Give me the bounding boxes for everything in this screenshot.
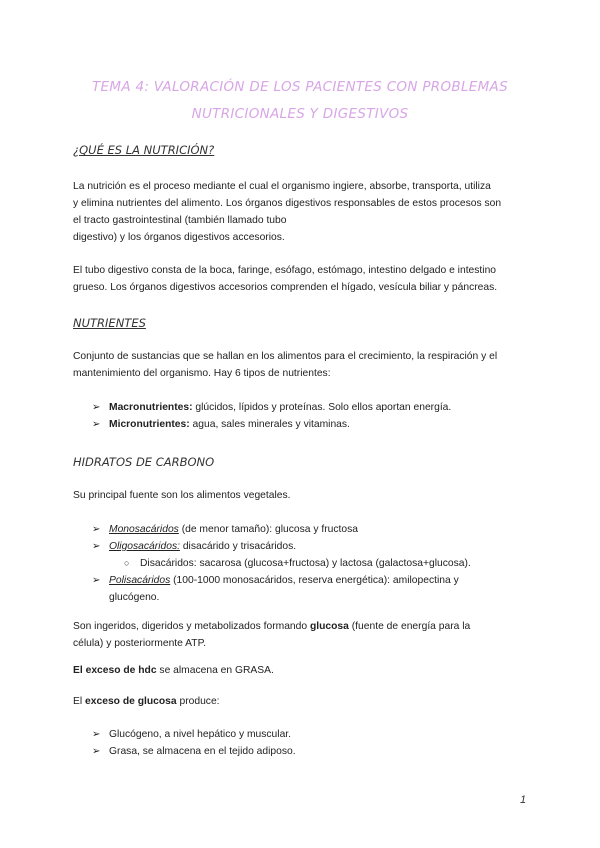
text-line: y elimina nutrientes del alimento. Los órganos digestivos responsables de estos procesos son [73, 198, 502, 209]
list-item: ➢ Polisacáridos (100-1000 monosacáridos, reserva energética): amilopectina y glucógeno. [92, 572, 532, 606]
arrow-bullet-icon: ➢ [92, 524, 101, 535]
heading-hidratos: HIDRATOS DE CARBONO [73, 455, 215, 469]
paragraph-exceso-glucosa: El exceso de glucosa produce: [73, 696, 220, 707]
arrow-bullet-icon: ➢ [92, 402, 101, 413]
glucose-list [92, 726, 532, 760]
list-item: ➢ Macronutrientes: glúcidos, lípidos y proteínas. Solo ellos aportan energía. [92, 399, 532, 416]
heading-nutrientes: NUTRIENTES [73, 316, 146, 330]
list-item: ➢ Oligosacáridos: disacárido y trisacáridos. [92, 538, 532, 555]
arrow-bullet-icon: ➢ [92, 746, 101, 757]
paragraph-nutricion [73, 178, 533, 246]
list-item: ➢ Micronutrientes: agua, sales minerales y vitaminas. [92, 416, 532, 433]
arrow-bullet-icon: ➢ [92, 541, 101, 552]
text-line: grueso. Los órganos digestivos accesorios comprenden el hígado, vesícula biliar y páncreas. [73, 282, 498, 293]
list-item: ➢ Glucógeno, a nivel hepático y muscular. [92, 726, 532, 743]
sub-list-item: ○ Disacáridos: sacarosa (glucosa+fructosa) y lactosa (galactosa+glucosa). [92, 555, 532, 572]
heading-nutricion: ¿QUÉ ES LA NUTRICIÓN? [73, 143, 215, 157]
circle-bullet-icon: ○ [124, 558, 130, 568]
arrow-bullet-icon: ➢ [92, 575, 101, 586]
text-line: La nutrición es el proceso mediante el cual el organismo ingiere, absorbe, transporta, utiliza [73, 181, 491, 192]
paragraph-metabolismo [73, 618, 533, 652]
text-line: el tracto gastrointestinal (también llamado tubo [73, 215, 287, 226]
page-title [60, 74, 540, 128]
arrow-bullet-icon: ➢ [92, 419, 101, 430]
paragraph-fuente: Su principal fuente son los alimentos vegetales. [73, 490, 291, 501]
carbohydrate-list [92, 521, 532, 606]
page-number: 1 [520, 794, 527, 806]
arrow-bullet-icon: ➢ [92, 729, 101, 740]
text-line: El tubo digestivo consta de la boca, faringe, esófago, estómago, intestino delgado e intestino [73, 265, 497, 276]
title-line-2: NUTRICIONALES Y DIGESTIVOS [191, 106, 409, 122]
text-line: Son ingeridos, digeridos y metabolizados formando glucosa (fuente de energía para la [73, 621, 471, 632]
text-line: célula) y posteriormente ATP. [73, 638, 206, 649]
list-item: ➢ Grasa, se almacena en el tejido adiposo. [92, 743, 532, 760]
list-item: ➢ Monosacáridos (de menor tamaño): glucosa y fructosa [92, 521, 532, 538]
paragraph-tubo-digestivo [73, 262, 533, 296]
nutrient-list [92, 399, 532, 433]
paragraph-exceso-hdc: El exceso de hdc se almacena en GRASA. [73, 665, 274, 676]
text-line: digestivo) y los órganos digestivos accesorios. [73, 232, 285, 243]
paragraph-nutrientes [73, 348, 533, 382]
text-line: mantenimiento del organismo. Hay 6 tipos de nutrientes: [73, 368, 331, 379]
title-line-1: TEMA 4: VALORACIÓN DE LOS PACIENTES CON PROBLEMAS [92, 79, 508, 95]
text-line: Conjunto de sustancias que se hallan en los alimentos para el crecimiento, la respiración y el [73, 351, 498, 362]
